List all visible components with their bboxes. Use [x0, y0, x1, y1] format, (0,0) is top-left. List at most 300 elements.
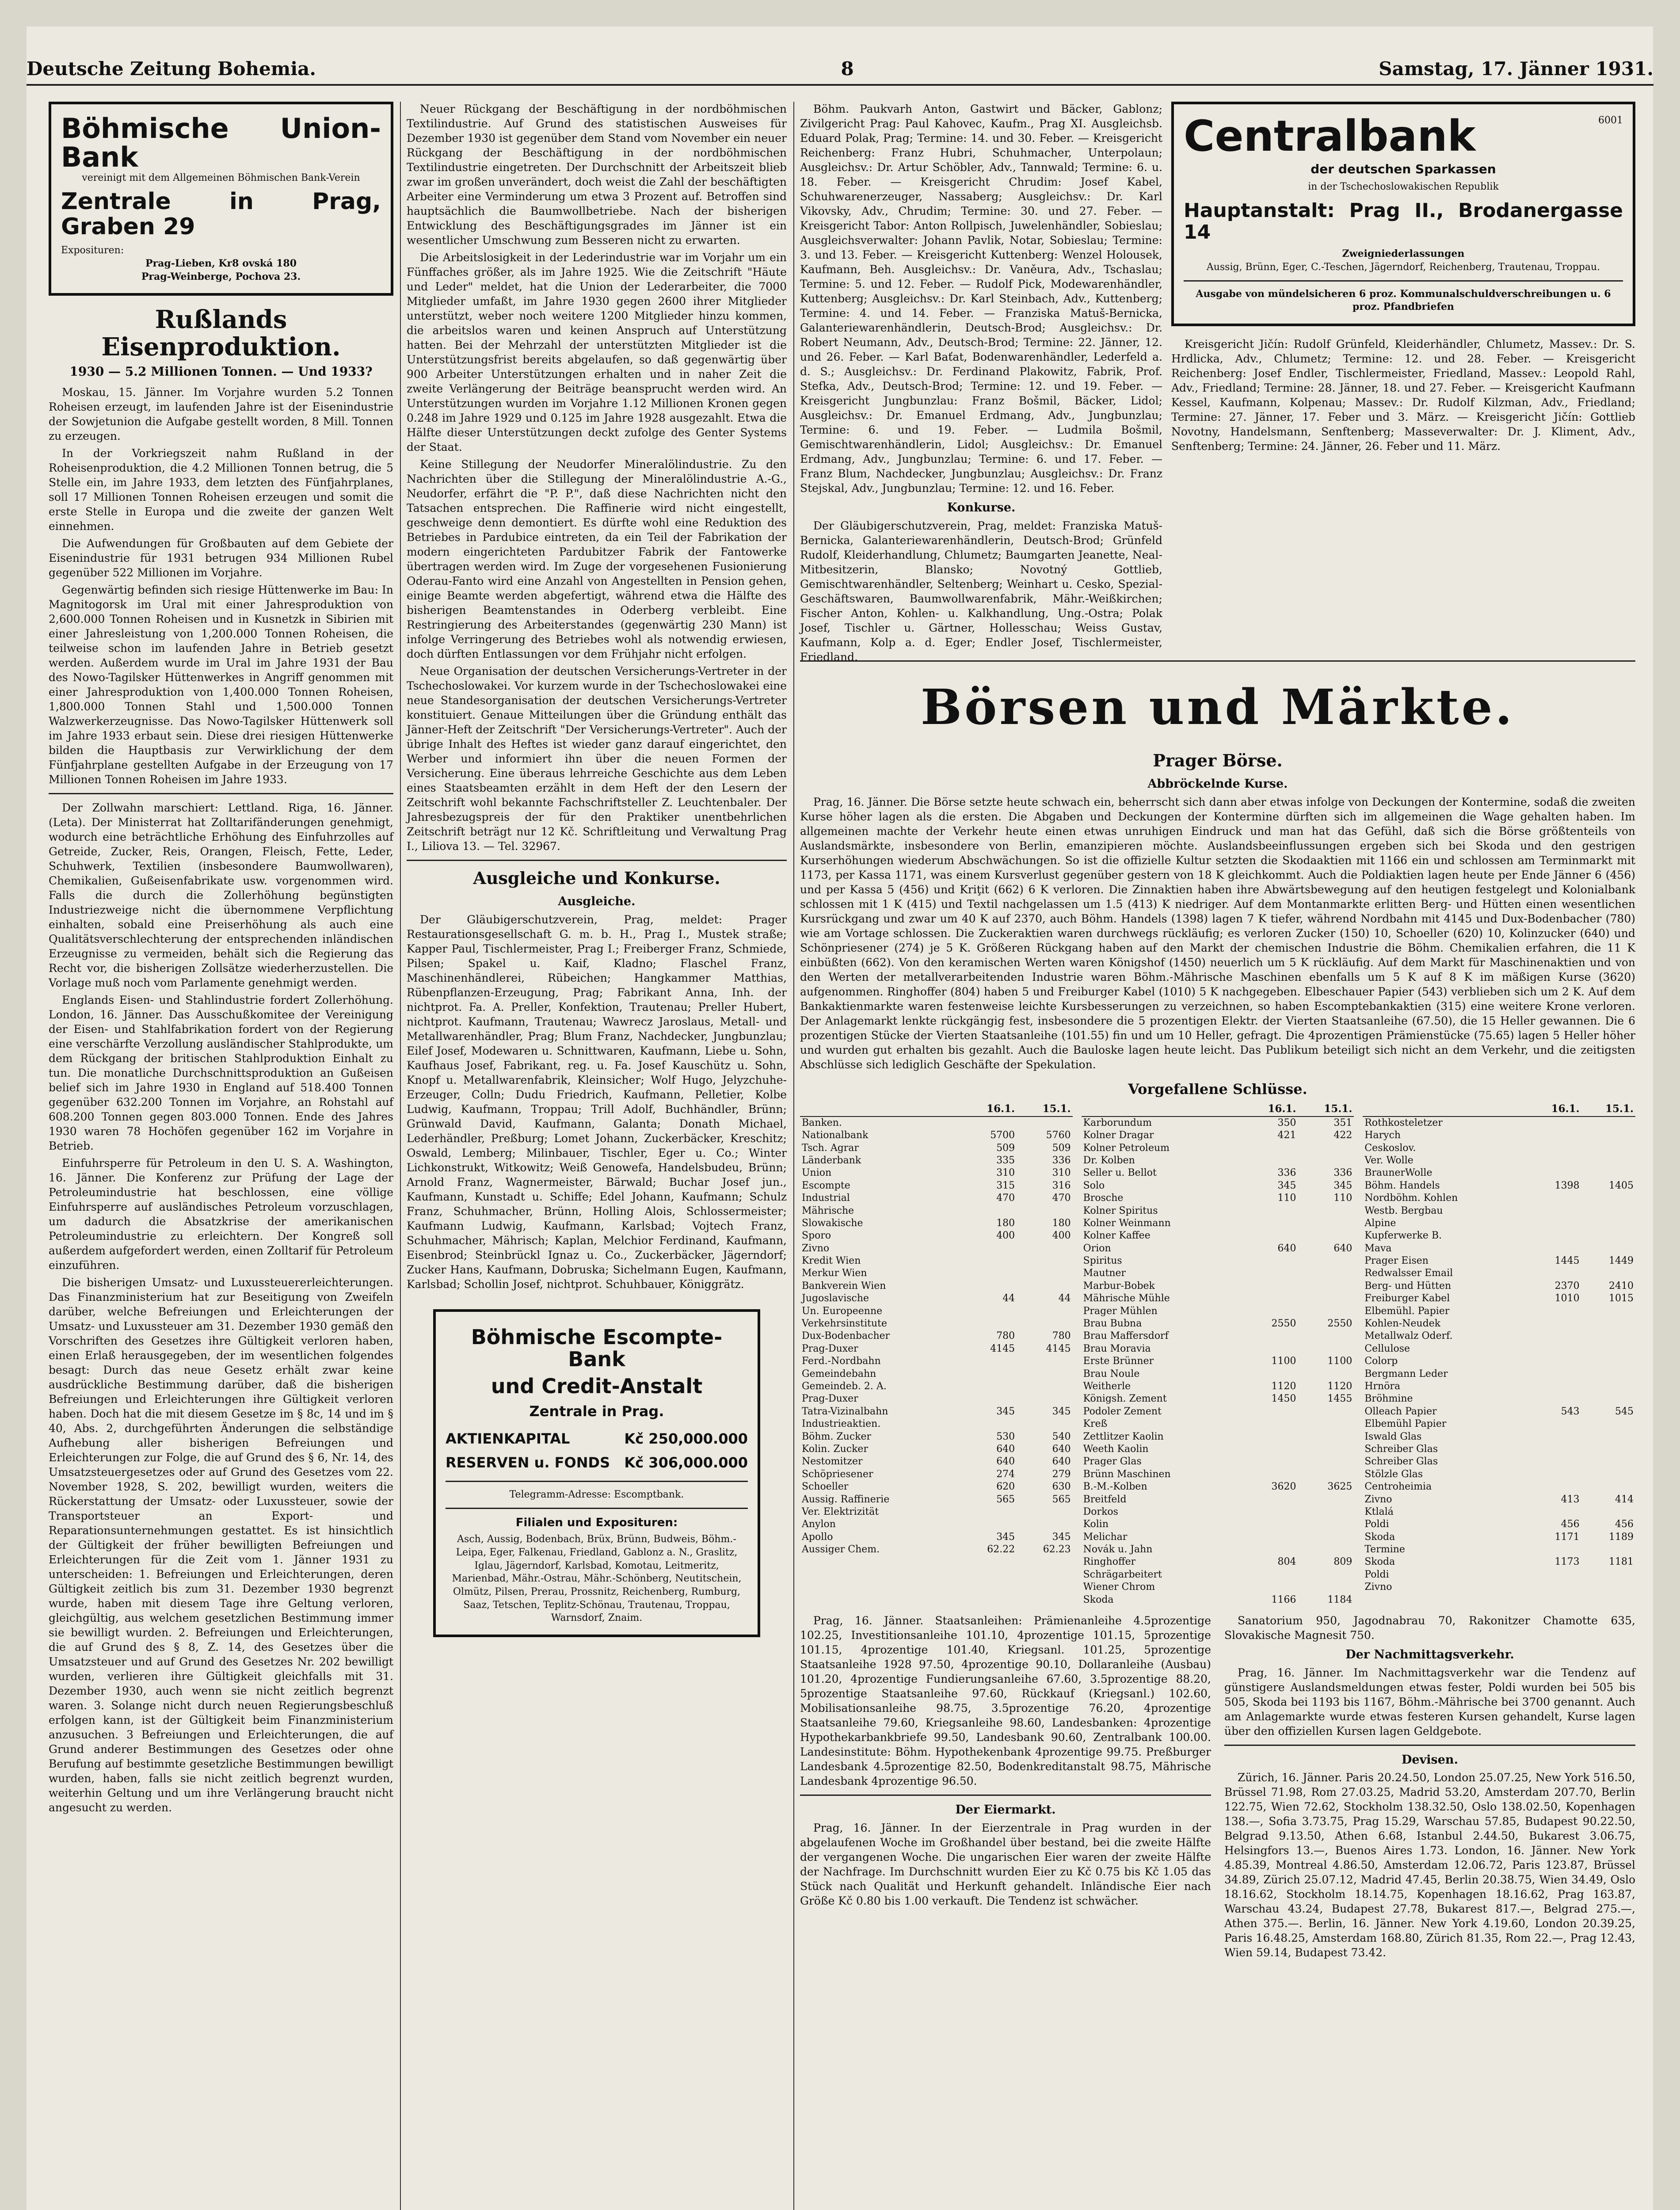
ad-reserve-row [446, 1451, 748, 1475]
table-cell [1527, 1155, 1581, 1167]
table-cell: Kolner Petroleum [1083, 1142, 1170, 1154]
table-cell [1527, 1129, 1581, 1142]
table-cell: 2550 [1327, 1318, 1352, 1330]
table-cell [1017, 1280, 1072, 1292]
table-row [1363, 1456, 1635, 1468]
market-report: Prag, 16. Jänner. Im Nachmittagsverkehr war die Tendenz auf günstigere Auslandsmeldungen etwas fester, Poldi wurden bei 505 bis 505, Skoda bei 1193 bis 1167, Böhm.-Mährische bei 3700 genannt. Auch am Anlagemarkte wurde etwas festeren Kursen gehandelt, Kurse lagen über den offiziellen Kursen lagen Geldgebote. [1224, 1666, 1635, 1738]
table-cell [1298, 1267, 1354, 1280]
table-cell [961, 1280, 1017, 1292]
table-cell [1581, 1205, 1635, 1217]
table-cell: Kupferwerke B. [1364, 1230, 1442, 1242]
table-cell: Seller u. Bellot [1083, 1167, 1157, 1179]
section-heading: Prager Börse. [1153, 751, 1283, 771]
table-cell: Olleach Papier [1364, 1406, 1437, 1417]
table-cell: Solo [1083, 1180, 1105, 1191]
table-cell [1581, 1217, 1635, 1230]
table-cell: Industrieaktien. [802, 1418, 881, 1430]
table-cell [1581, 1343, 1635, 1355]
table-cell [961, 1518, 1017, 1531]
table-cell [961, 1368, 1017, 1380]
table-cell [1242, 1418, 1298, 1430]
table-cell [1527, 1393, 1581, 1405]
table-cell: 1449 [1609, 1255, 1634, 1267]
table-cell [1298, 1280, 1354, 1292]
table-cell: 345 [1333, 1180, 1352, 1191]
table-cell: Ferd.-Nordbahn [802, 1356, 881, 1367]
table-row [800, 1543, 1073, 1556]
table-cell: Schöpriesener [802, 1468, 873, 1480]
table-cell [1581, 1355, 1635, 1368]
table-cell: Melichar [1083, 1531, 1128, 1543]
table-cell [1581, 1468, 1635, 1481]
table-row [800, 1255, 1073, 1267]
table-row [800, 1380, 1073, 1393]
table-cell: 1171 [1554, 1531, 1580, 1543]
table-cell: Brau Maffersdorf [1083, 1330, 1169, 1342]
table-cell: Nordböhm. Kohlen [1364, 1193, 1458, 1204]
table-cell: Ver. Elektrizität [802, 1506, 879, 1517]
table-cell: 540 [1052, 1431, 1071, 1442]
ad-exp-1: Prag-Lieben, Kr8 ovská 180 [145, 257, 297, 269]
news-item: Die Arbeitslosigkeit in der Lederindustrie war im Vorjahr um ein Fünffaches größer, als im Jahre 1925. Wie die Zeitschrift "Häute und Leder" meldet, hat die Union der Lederarbeiter, die 7000 Mitglieder umfaßt, im Jahre 1930 gegen 2600 ihrer Mitglieder unterstützt, weber noch weitere 1200 Mitglieder hinzu kommen, die arbeitslos waren und keinen Anspruch auf Unterstützung hatten. Bei der Mehrzahl der unterstützten Mitglieder ist die Unterstützungsfrist bereits abgelaufen, so daß gegenwärtig über 900 Arbeiter Unterstützungen erhalten und in naher Zeit die zweite Verlängerung der Beiträge beansprucht werden wird. An Unterstützungen wurden im Vorjahre 1.12 Millionen Kronen gegen 0.248 im Jahre 1929 und 0.125 im Jahre 1928 ausgezahlt. Etwa die Hälfte dieser Unterstützungen deckt zufolge des Genter Systems der Staat. [407, 251, 787, 453]
table-cell [961, 1355, 1017, 1368]
table-cell [1017, 1242, 1072, 1255]
table-cell: 809 [1333, 1556, 1352, 1568]
ad-exp-2: Prag-Weinberge, Pochova 23. [141, 271, 301, 282]
issue-date: Samstag, 17. Jänner 1931. [1379, 57, 1653, 80]
table-cell [1527, 1242, 1581, 1255]
ad-branches-title: Filialen und Exposituren: [515, 1516, 678, 1529]
table-row [1082, 1406, 1354, 1418]
section-subheading: Der Nachmittagsverkehr. [1345, 1648, 1514, 1662]
table-cell: Brosche [1083, 1193, 1124, 1204]
table-cell: Kolner Kaffee [1083, 1230, 1150, 1242]
table-cell [1242, 1305, 1298, 1318]
table-cell: 1015 [1609, 1293, 1634, 1304]
table-cell [1298, 1305, 1354, 1318]
article-subtitle: 1930 — 5.2 Millionen Tonnen. — Und 1933? [69, 364, 373, 379]
table-cell [1527, 1380, 1581, 1393]
table-row [800, 1242, 1073, 1255]
news-item: Keine Stillegung der Neudorfer Mineralölindustrie. Zu den Nachrichten über die Stillegung der Mineralölindustrie A.-G., Neudorfer, erfährt die "P. P.", daß diese Nachrichten nicht den Tatsachen entsprechen. Die Raffinerie wird nicht eingestellt, geschweige denn demontiert. Es dürfte wohl eine Reduktion des Betriebes in Pardubice eintreten, da ein Teil der Fabrikation der modern eingerichteten Pardubitzer Fabrik der Fantowerke übertragen werden wird. Im Zuge der vorgesehenen Fusionierung Oderau-Fanto wird eine Anzahl von Angestellten in Pension gehen, einige Beamte werden abgefertigt, während etwa die Hälfte des bisherigen Beamtenstandes in Oderberg verbleibt. Eine Restringierung des Arbeiterstandes (gegenwärtig 230 Mann) ist infolge Verringerung des Betriebes wohl als notwendig erwiesen, doch dürften Entlassungen vor dem Frühjahr nicht erfolgen. [407, 458, 787, 660]
table-row [1363, 1255, 1635, 1267]
ad-branches: Asch, Aussig, Bodenbach, Brüx, Brünn, Budweis, Böhm.-Leipa, Eger, Falkenau, Friedland, Gablonz a. N., Graslitz, Iglau, Jägerndorf, Karlsbad, Komotau, Leitmeritz, Marienbad, Mähr.-Ostrau, Mähr.-Schönberg, Neutitschein, Olmütz, Pilsen, Prerau, Prossnitz, Reichenberg, Rumburg, Saaz, Tetschen, Teplitz-Schönau, Trautenau, Troppau, Warnsdorf, Znaim. [452, 1534, 742, 1624]
table-cell: Kolner Dragar [1083, 1130, 1154, 1141]
table-cell [1298, 1142, 1354, 1155]
news-item: Neue Organisation der deutschen Versicherungs-Vertreter in der Tschechoslowakei. Vor kurzem wurde in der Tschechoslowakei eine neue Standesorganisation der deutschen Versicherungs-Vertreter konstituiert. Genaue Mitteilungen über die Gründung enthält das Jänner-Heft der Zeitschrift "Der Versicherungs-Vertreter". Auch der übrige Inhalt des Heftes ist wieder ganz darauf eingerichtet, den Werber und informiert ihn über die neuen Formen der Versicherung. Eine überaus lehrreiche Geschichte aus dem Leben eines Staatsbeamten erzählt in dem Heft der den Lesern der Zeitschrift wohl bekannte Fachschriftsteller Z. Leuchtenbaler. Der Jahresbezugspreis der für den Praktiker unentbehrlichen Zeitschrift beträgt nur 12 Kč. Schriftleitung und Verwaltung Prag I., Liliova 13. — Tel. 32967. [407, 665, 787, 853]
article-paragraph: Gegenwärtig befinden sich riesige Hüttenwerke im Bau: In Magnitogorsk im Ural mit einer Jahresproduktion von 2,600.000 Tonnen Roheisen und in Kusnetzk in Sibirien mit einer Jahresleistung von 1,200.000 Tonnen Roheisen, die teilweise schon im laufenden Jahre in Betrieb gesetzt werden. Außerdem wurde im Ural im Jahre 1931 der Bau des Nowo-Tagilsker Hüttenwerkes in Angriff genommen mit einer Jahresproduktion von 1,400.000 Tonnen Roheisen, 1,800.000 Tonnen Stahl und 1,500.000 Tonnen Walzwerkerzeugnisse. Das Nowo-Tagilsker Hüttenwerk soll im Jahre 1933 erbaut sein. Diese drei riesigen Hüttenwerke bilden die Hauptbasis zur Verwirklichung der dem Fünfjahrplane gestellten Aufgabe in der Erzeugung von 17 Millionen Tonnen Roheisen im Jahre 1933. [49, 583, 393, 786]
ad-bank-name: Centralbank [1184, 111, 1476, 161]
table-cell [1581, 1167, 1635, 1179]
table-cell [1242, 1217, 1298, 1230]
table-cell: 62.22 [987, 1544, 1015, 1555]
table-cell: 345 [1277, 1180, 1296, 1191]
table-cell: 3620 [1271, 1481, 1296, 1493]
table-cell [1298, 1494, 1354, 1506]
table-cell: 1100 [1327, 1356, 1352, 1367]
table-cell [1527, 1431, 1581, 1443]
table-row [1363, 1205, 1635, 1217]
table-cell [961, 1380, 1017, 1393]
table-cell: Wiener Chrom [1083, 1581, 1155, 1593]
table-cell: Stölzle Glas [1364, 1468, 1423, 1480]
centralbank-ad [1171, 102, 1635, 326]
table-cell [1581, 1431, 1635, 1443]
table-row [1082, 1292, 1354, 1305]
table-row [1363, 1481, 1635, 1493]
table-cell: 565 [1052, 1494, 1071, 1505]
table-cell: Kolin [1083, 1519, 1109, 1530]
table-cell: Rothkosteletzer [1364, 1117, 1443, 1128]
divider [446, 1481, 748, 1482]
table-cell: Union [802, 1167, 832, 1179]
table-cell [1581, 1393, 1635, 1405]
table-row [1082, 1205, 1354, 1217]
table-cell: Böhm. Handels [1364, 1180, 1440, 1191]
table-cell: 180 [996, 1217, 1015, 1229]
table-cell [1017, 1267, 1072, 1280]
table-cell: 804 [1277, 1556, 1296, 1568]
table-cell: Podoler Zement [1083, 1406, 1162, 1417]
table-cell [1298, 1230, 1354, 1242]
table-cell [1242, 1330, 1298, 1342]
table-cell [1527, 1443, 1581, 1456]
table-cell: 1450 [1271, 1393, 1296, 1405]
table-row [1363, 1167, 1635, 1179]
table-cell [1242, 1368, 1298, 1380]
table-cell: 1166 [1271, 1594, 1296, 1605]
table-row [1363, 1292, 1635, 1305]
table-row [800, 1343, 1073, 1355]
table-cell: Zivno [1364, 1494, 1392, 1505]
table-cell: Gemeindebahn [802, 1368, 876, 1379]
news-item: Einfuhrsperre für Petroleum in den U. S. A. Washington, 16. Jänner. Die Konferenz zur Prüfung der Lage der Petroleumindustrie hat beschlossen, eine völlige Einfuhrsperre auf ausländisches Petroleum vorzuschlagen, um dadurch die Absatzkrise der amerikanischen Petroleumindustrie zu erleichtern. Der Kongreß soll außerdem aufgefordert werden, einen Zolltarif für Petroleum einzuführen. [49, 1157, 393, 1272]
table-cell: Ktlalá [1364, 1506, 1394, 1517]
table-cell [1298, 1456, 1354, 1468]
table-cell: Nestomitzer [802, 1456, 863, 1467]
table-cell [1017, 1418, 1072, 1430]
table-cell: Prag-Duxer [802, 1343, 858, 1354]
table-row [1363, 1280, 1635, 1292]
table-cell: Dorkos [1083, 1506, 1118, 1517]
table-cell: Tatra-Vizinalbahn [802, 1406, 888, 1417]
table-cell: Kolner Spiritus [1083, 1205, 1158, 1216]
table-cell [1017, 1368, 1072, 1380]
table-row [800, 1318, 1073, 1330]
table-cell: Berg- und Hütten [1364, 1280, 1451, 1292]
table-cell [1581, 1368, 1635, 1380]
table-row [800, 1456, 1073, 1468]
page-header [27, 53, 1653, 86]
table-cell [1298, 1506, 1354, 1518]
table-row [1363, 1569, 1635, 1581]
table-cell: Marbur-Bobek [1083, 1280, 1155, 1292]
table-cell [1581, 1543, 1635, 1556]
table-cell: 4145 [990, 1343, 1015, 1354]
table-cell: Erste Brünner [1083, 1356, 1154, 1367]
table-cell: Sporo [802, 1230, 831, 1242]
table-cell [1581, 1305, 1635, 1318]
table-cell: 421 [1277, 1130, 1296, 1141]
table-cell: 640 [1052, 1456, 1071, 1467]
table-cell: Tsch. Agrar [802, 1142, 859, 1154]
divider [800, 1795, 1211, 1796]
table-cell: 180 [1052, 1217, 1071, 1229]
table-cell [1242, 1255, 1298, 1267]
table-cell [1298, 1443, 1354, 1456]
table-row [1082, 1230, 1354, 1242]
table-cell: Schreiber Glas [1364, 1443, 1438, 1455]
table-cell [961, 1242, 1017, 1255]
ad-headquarters: Zentrale in Prag. [529, 1402, 664, 1420]
table-cell [961, 1255, 1017, 1267]
table-cell: 315 [996, 1180, 1015, 1191]
table-cell: Metallwalz Oderf. [1364, 1330, 1453, 1342]
table-row [1082, 1581, 1354, 1593]
table-cell: Poldi [1364, 1569, 1389, 1580]
table-cell: Skoda [1083, 1594, 1114, 1605]
table-cell: Alpine [1364, 1217, 1396, 1229]
table-cell [1581, 1418, 1635, 1430]
table-cell [1527, 1343, 1581, 1355]
table-cell [1298, 1155, 1354, 1167]
table-cell [1242, 1343, 1298, 1355]
table-cell: Banken. [802, 1117, 842, 1128]
section-heading: Ausgleiche und Konkurse. [473, 868, 720, 888]
table-cell: Verkehrsinstitute [802, 1318, 887, 1330]
table-cell: 565 [996, 1494, 1015, 1505]
table-cell: Iswald Glas [1364, 1431, 1422, 1442]
table-row [1363, 1368, 1635, 1380]
table-row [800, 1368, 1073, 1380]
stock-tables [800, 1102, 1635, 1606]
ad-telegram: Telegramm-Adresse: Escomptbank. [509, 1489, 684, 1501]
table-cell: Ringhoffer [1083, 1556, 1136, 1568]
table-cell: Prager Eisen [1364, 1255, 1429, 1267]
table-cell [1581, 1330, 1635, 1342]
table-cell: Anylon [802, 1519, 836, 1530]
table-cell [1581, 1581, 1635, 1593]
table-cell [1242, 1443, 1298, 1456]
section-subheading: Der Eiermarkt. [955, 1803, 1056, 1817]
table-cell: 1189 [1609, 1531, 1634, 1543]
reserve-label: RESERVEN u. FONDS [446, 1454, 610, 1471]
table-cell [1242, 1431, 1298, 1443]
table-row [800, 1506, 1073, 1518]
table-cell: Schreiber Glas [1364, 1456, 1438, 1467]
table-cell: Freiburger Kabel [1364, 1293, 1450, 1304]
table-cell: Ceskoslov. [1364, 1142, 1416, 1154]
table-cell: Spiritus [1083, 1255, 1122, 1267]
table-row [800, 1192, 1073, 1204]
table-cell: 351 [1333, 1117, 1352, 1128]
table-cell [1298, 1406, 1354, 1418]
table-cell [1527, 1418, 1581, 1430]
table-cell [1581, 1481, 1635, 1493]
table-cell: 640 [996, 1456, 1015, 1467]
table-row [1082, 1330, 1354, 1342]
table-cell [1017, 1355, 1072, 1368]
table-cell: 1120 [1327, 1381, 1352, 1392]
table-row [800, 1116, 1073, 1129]
table-row [800, 1418, 1073, 1430]
market-report: Prag, 16. Jänner. Die Börse setzte heute schwach ein, beherrscht sich dann aber etwas infolge von Deckungen der Kontermine, sodaß die zweiten Kurse höher lagen als die ersten. Die Abgaben und Deckungen der Kontermine dürften sich im allgemeinen die Wage gehalten haben. Im allgemeinen machte der Verkehr heute einen etwas unruhigen Eindruck und man hat das Gefühl, daß sich die Börse größtenteils von Auslandsmärkte, insbesondere von Berlin, emanzipieren möchte. Auslandsbeeinflussungen ergeben sich bei Skoda und den gestrigen Kurserhöhungen wiederum Abschwächungen. So ist die offizielle Kultur setzten die Skodaaktien mit 1166 ein und schlossen am Terminmarkt mit 1173, per Kassa 1171, was einem Kursverlust gegenüber gestern von 18 K gleichkommt. Auch die Poldiaktien lagen heute per Ende Jänner 6 (456) und per Kassa 5 (456) und Kriţit (662) 6 K verloren. Die Zinnaktien haben ihre Abwärtsbewegung auf den heutigen festgelegt und Kolonialbank schlossen mit 1 K (415) und Textil nachgelassen um 1.5 (413) K niedriger. Auf dem Montanmarkte erlitten Berg- und Hütten einen wesentlichen Kursrückgang und zwar um 40 K auf 2370, auch Böhm. Handels (1398) lagen 7 K tiefer, während Nordbahn mit 4145 und Dux-Bodenbacher (780) wie am Vortage schlossen. Die Zuckeraktien waren durchwegs rückläufig; es verloren Zucker (150) 10, Schoeller (620) 10, Kolinzucker (640) und Schönpriesener (274) je 5 K. Größeren Rückgang haben auf den Markt der chemischen Industrie die Böhm. Chemikalien erfahren, die 11 K einbüßten (662). Von den keramischen Werten waren Königshof (1450) neuerlich um 5 K rückläufig. Auf dem Markt für Maschinenaktien und von den Werten der metallverarbeitenden Industrie waren Böhm.-Mährische Maschinen ebenfalls um 5 K auf 8 K im mäßigen Kurse (3620) aufgenommen. Ringhoffer (804) haben 5 und Freiburger Kabel (1010) 5 K nachgegeben. Elbeschauer Papier (543) verblieben sich um 2 K. Auf dem Bankaktienmarkte waren festenweise leichte Kursbesserungen zu verzeichnen, so haben Escomptebankaktien (315) eine weitere Krone verloren. Der Anlagemarkt lenkte rückgängig fest, insbesondere die 5 prozentigen Elektr. der Vierten Staatsanleihe (67.50), die 15 Heller gewannen. Die 6 prozentigen Stücke der Vierten Staatsanleihe (101.55) fin und um 10 Heller, gefragt. Die 4prozentigen Prämienstücke (75.65) lagen 5 Heller höher und wurden gut erhalten bis gezahlt. Auch die Bauloske lagen heute leicht. Das Publikum beteiligt sich nicht an dem Verkehr, und die zeitigsten Abschlüsse sich lediglich Geschäfte der Spekulation. [800, 795, 1635, 1071]
markets-title: Börsen und Märkte. [921, 678, 1515, 735]
capital-label: AKTIENKAPITAL [446, 1430, 570, 1447]
table-row [1363, 1180, 1635, 1192]
table-row [1363, 1116, 1635, 1129]
table-cell [1527, 1305, 1581, 1318]
table-cell [1298, 1468, 1354, 1481]
table-cell: 2370 [1554, 1280, 1580, 1292]
column-2 [407, 102, 787, 1637]
table-cell: 44 [1058, 1293, 1071, 1304]
table-cell: 1181 [1609, 1556, 1634, 1568]
news-item: Neuer Rückgang der Beschäftigung in der nordböhmischen Textilindustrie. Auf Grund des statistischen Ausweises für Dezember 1930 ist gegenüber dem Stand vom November ein neuer Rückgang der Beschäftigung in der nordböhmischen Textilindustrie eingetreten. Der Durchschnitt der Arbeitszeit blieb zwar im großen unverändert, doch weist die Zahl der beschäftigten Arbeiter eine Verminderung um etwa 3 Prozent auf. Betroffen sind hauptsächlich die Baumwollbetriebe. Nach der bisherigen Entwicklung des Beschäftigungsgrades im Jänner ist ein wesentlicher Umschwung zum Besseren nicht zu erwarten. [407, 103, 787, 247]
table-cell [1017, 1116, 1072, 1129]
table-cell [1527, 1230, 1581, 1242]
table-cell [1527, 1569, 1581, 1581]
market-report: Zürich, 16. Jänner. Paris 20.24.50, London 25.07.25, New York 516.50, Brüssel 71.98, Rom 27.03.25, Madrid 53.20, Amsterdam 207.70, Berlin 122.75, Wien 72.62, Stockholm 138.32.50, Oslo 138.02.50, Kopenhagen 138.—, Sofia 3.73.75, Prag 15.29, Warschau 57.85, Budapest 90.22.50, Belgrad 9.13.50, Athen 6.68, Istanbul 2.44.50, Bukarest 3.06.75, Helsingfors 13.—, Buenos Aires 1.73. London, 16. Jänner. New York 4.85.39, Montreal 4.86.50, Amsterdam 12.06.72, Paris 123.87, Brüssel 34.89, Zürich 25.07.12, Madrid 47.45, Berlin 20.38.75, Wien 34.49, Oslo 18.16.62, Stockholm 18.14.75, Kopenhagen 18.16.62, Prag 163.87, Warschau 43.24, Budapest 27.78, Bukarest 817.—, Belgrad 275.—, Athen 375.—. Berlin, 16. Jänner. New York 4.19.60, London 20.39.25, Paris 16.48.25, Amsterdam 168.80, Zürich 81.35, Rom 22.—, Prag 12.43, Wien 59.14, Budapest 73.42. [1224, 1771, 1635, 1959]
table-cell: 336 [1333, 1167, 1352, 1179]
table-row [800, 1167, 1073, 1179]
table-cell [1298, 1205, 1354, 1217]
reserve-value: Kč 306,000.000 [624, 1454, 748, 1471]
table-cell: 640 [1052, 1443, 1071, 1455]
page-number: 8 [841, 57, 854, 80]
table-row [1082, 1167, 1354, 1179]
table-cell: Skoda [1364, 1556, 1395, 1568]
table-cell: Mährische [802, 1205, 854, 1216]
table-cell: 1184 [1327, 1594, 1352, 1605]
table-cell [1581, 1116, 1635, 1129]
prague-exchange-column [800, 743, 1635, 1075]
table-cell: 345 [996, 1406, 1015, 1417]
article-paragraph: Moskau, 15. Jänner. Im Vorjahre wurden 5.2 Tonnen Roheisen erzeugt, im laufenden Jahre ist der Eisenindustrie der Sowjetunion die Aufgabe gestellt worden, 8 Mill. Tonnen zu erzeugen. [49, 386, 393, 443]
table-cell [961, 1393, 1017, 1405]
table-row [1363, 1267, 1635, 1280]
table-cell [1527, 1318, 1581, 1330]
table-cell: 400 [996, 1230, 1015, 1242]
table-cell: 509 [996, 1142, 1015, 1154]
table-cell: Skoda [1364, 1531, 1395, 1543]
table-cell: Orion [1083, 1242, 1111, 1254]
ad-tagline: der deutschen Sparkassen [1310, 161, 1496, 176]
table-cell [1527, 1192, 1581, 1204]
table-row [1363, 1155, 1635, 1167]
table-row [1082, 1192, 1354, 1204]
table-cell [1527, 1167, 1581, 1179]
table-cell [1298, 1531, 1354, 1543]
table-row [1363, 1318, 1635, 1330]
table-cell [1242, 1468, 1298, 1481]
table-row [1363, 1506, 1635, 1518]
table-cell [1298, 1418, 1354, 1430]
table-cell: 422 [1333, 1130, 1352, 1141]
table-cell: 509 [1052, 1142, 1071, 1154]
table-cell: 1445 [1554, 1255, 1580, 1267]
table-cell: Mautner [1083, 1268, 1126, 1279]
table-cell [1242, 1506, 1298, 1518]
table-cell [1527, 1456, 1581, 1468]
table-row [1363, 1343, 1635, 1355]
table-cell [1242, 1531, 1298, 1543]
table-cell: 640 [1277, 1242, 1296, 1254]
table-row [1082, 1531, 1354, 1543]
table-cell: 1173 [1554, 1556, 1580, 1568]
table-row [1363, 1230, 1635, 1242]
table-cell: 640 [996, 1443, 1015, 1455]
table-cell [1581, 1192, 1635, 1204]
table-row [1082, 1343, 1354, 1355]
table-cell [1581, 1142, 1635, 1155]
table-cell [961, 1205, 1017, 1217]
table-cell: 310 [996, 1167, 1015, 1179]
table-row [1363, 1531, 1635, 1543]
table-cell [1242, 1494, 1298, 1506]
table-row [1082, 1468, 1354, 1481]
table-cell: Brau Bubna [1083, 1318, 1142, 1330]
table-cell: 345 [1052, 1531, 1071, 1543]
ad-headquarters: Hauptanstalt: Prag II., Brodanergasse 14 [1184, 199, 1623, 244]
table-row [1082, 1155, 1354, 1167]
column-divider [793, 102, 794, 2210]
table-cell [1242, 1292, 1298, 1305]
table-cell: 456 [1615, 1519, 1634, 1530]
escompte-bank-ad [433, 1309, 760, 1637]
news-item: Der Gläubigerschutzverein, Prag, meldet: Prager Restaurationsgesellschaft G. m. b. H., Prag I., Mustek straße; Kapper Paul, Tischlermeister, Prag I.; Freiberger Franz, Schmiede, Pilsen; Spakel u. Kaif, Kladno; Flaschel Franz, Maschinenhändlerei, Rübeichen; Hangkammer Matthias, Rübenpflanzen-Erzeugung, Prag; Fabrikant Anna, Inh. der nichtprot. Fa. A. Preller, Konfektion, Trautenau; Preller Hubert, nichtprot. Kaufmann, Trautenau; Wawrecz Jaroslaus, Metall- und Metallwarenhändler, Prag; Blum Franz, Nachdecker, Jungbunzlau; Eilef Josef, Modewaren u. Schnittwaren, Kaufmann, Liebe u. Sohn, Kaufhaus Josef, Fabrikant, reg. u. Fa. Josef Kauschütz u. Sohn, Knopf u. Metallwarenfabrik, Kleinsicher; Wolf Hugo, Jelyzchuhe-Erzeuger, Colln; Dudu Friedrich, Kaufmann, Pelletier, Kolbe Ludwig, Kaufmann, Troppau; Trill Adolf, Buchhändler, Brünn; Grünwald David, Kaufmann, Galanta; Donath Michael, Lederhändler, Preßburg; Lomet Johann, Zuckerbäcker, Kreschitz; Oswald, Lemberg; Milinbauer, Tischler, Eger u. Co.; Winter Lichkonstrukt, Witkowitz; Weiß Genowefa, Handelsbudeu, Brünn; Arnold Franz, Wagnermeister, Bärwald; Buchar Josef jun., Kaufmann, Kunstadt u. Schiffe; Edel Johann, Kaufmann; Schulz Franz, Schuhmacher, Brünn, Holling Alois, Schlossermeister; Kaufmann Ludwig, Kaufmann, Karlsbad; Vojtech Franz, Schuhmacher, Mährisch; Kaplan, Melchior Ferdinand, Kaufmann, Eisenbrod; Steinbrückl Ignaz u. Co., Zuckerbäcker, Jägerndorf; Zucker Hans, Kaufmann, Dobruska; Sichelmann Eugen, Kaufmann, Karlsbad; Schollin Josef, nichtprot. Schuhbauer, Königgrätz. [407, 913, 787, 1291]
table-cell: Centroheimia [1364, 1481, 1432, 1493]
table-cell: 1010 [1554, 1293, 1580, 1304]
table-row [1082, 1443, 1354, 1456]
table-cell: 1398 [1554, 1180, 1580, 1191]
table-cell: 545 [1615, 1406, 1634, 1417]
table-cell: 316 [1052, 1180, 1071, 1191]
table-cell: BraunerWolle [1364, 1167, 1432, 1179]
table-cell: Hrnöra [1364, 1381, 1401, 1392]
table-row [1363, 1494, 1635, 1506]
table-cell: Merkur Wien [802, 1268, 867, 1279]
ad-headquarters: Zentrale in Prag, Graben 29 [61, 188, 381, 240]
table-cell: Kredit Wien [802, 1255, 861, 1267]
table-cell: Mava [1364, 1242, 1392, 1254]
divider [1184, 280, 1623, 282]
table-cell: Gemeindeb. 2. A. [802, 1381, 887, 1392]
table-row [1082, 1255, 1354, 1267]
table-cell [1242, 1142, 1298, 1155]
ad-branch-label: Zweigniederlassungen [1342, 248, 1465, 260]
table-cell: 5700 [990, 1130, 1015, 1141]
table-row [1082, 1142, 1354, 1155]
ad-bank-name: Böhmische Union-Bank [61, 112, 381, 174]
table-row [1082, 1380, 1354, 1393]
table-row [1363, 1406, 1635, 1418]
divider [800, 660, 1635, 662]
table-cell: 345 [996, 1531, 1015, 1543]
table-cell: 5760 [1046, 1130, 1071, 1141]
table-cell: Jugoslavische [802, 1293, 869, 1304]
table-row [800, 1393, 1073, 1405]
table-row [1363, 1543, 1635, 1556]
section-subheading: Devisen. [1402, 1753, 1458, 1767]
table-cell [1242, 1456, 1298, 1468]
table-cell: 1100 [1271, 1356, 1296, 1367]
table-cell [1298, 1431, 1354, 1443]
table-row [1082, 1280, 1354, 1292]
table-cell: Apollo [802, 1531, 833, 1543]
table-cell [1017, 1255, 1072, 1267]
table-cell: 62.23 [1043, 1544, 1071, 1555]
